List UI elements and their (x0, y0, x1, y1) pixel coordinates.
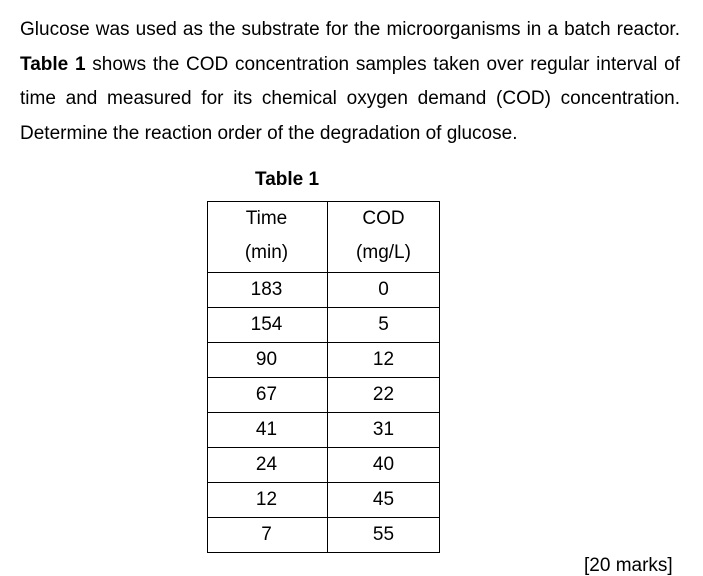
time-cell (208, 448, 328, 483)
time-cell (208, 273, 328, 308)
table-row (208, 518, 440, 553)
header-time-line2: (min) (244, 242, 289, 263)
header-time (208, 202, 328, 273)
cod-table (207, 201, 440, 553)
time-cell (208, 413, 328, 448)
time-value: 7 (261, 524, 272, 545)
header-cod-line1: COD (362, 208, 405, 229)
time-cell (208, 308, 328, 343)
table-reference: Table 1 (20, 53, 86, 75)
table-header-row (208, 202, 440, 273)
table-row (208, 308, 440, 343)
cod-cell: 0 (328, 273, 440, 308)
table-row (208, 483, 440, 518)
header-time-line1: Time (245, 208, 288, 229)
cod-cell: 55 (328, 518, 440, 553)
cod-cell: 31 (328, 413, 440, 448)
cod-cell: 5 (328, 308, 440, 343)
table-row (208, 413, 440, 448)
time-value: 24 (255, 454, 278, 475)
time-value: 41 (255, 419, 278, 440)
time-value: 12 (255, 489, 278, 510)
cod-cell: 12 (328, 343, 440, 378)
marks-label: [20 marks] (584, 555, 673, 576)
header-cod-line2: (mg/L) (356, 242, 411, 263)
time-cell (208, 343, 328, 378)
question-paragraph (20, 13, 680, 151)
cod-cell: 22 (328, 378, 440, 413)
header-cod (328, 202, 440, 273)
table-row (208, 343, 440, 378)
time-value: 67 (255, 384, 278, 405)
time-cell (208, 378, 328, 413)
table-row (208, 448, 440, 483)
question-text-part1: Glucose was used as the substrate for the microorganisms in a batch reactor. (20, 19, 680, 40)
cod-cell: 45 (328, 483, 440, 518)
question-text-part2: shows the COD concentration samples taken over regular interval of time and measured for its chemical oxygen demand (COD) concentration. Determine the reaction order of the degradation of glucose. (20, 53, 680, 144)
time-value: 90 (255, 349, 278, 370)
table-row (208, 273, 440, 308)
time-cell (208, 518, 328, 553)
table-row (208, 378, 440, 413)
time-cell (208, 483, 328, 518)
time-value: 154 (250, 314, 283, 335)
table-caption: Table 1 (255, 169, 320, 190)
time-value: 183 (250, 279, 283, 300)
cod-cell: 40 (328, 448, 440, 483)
